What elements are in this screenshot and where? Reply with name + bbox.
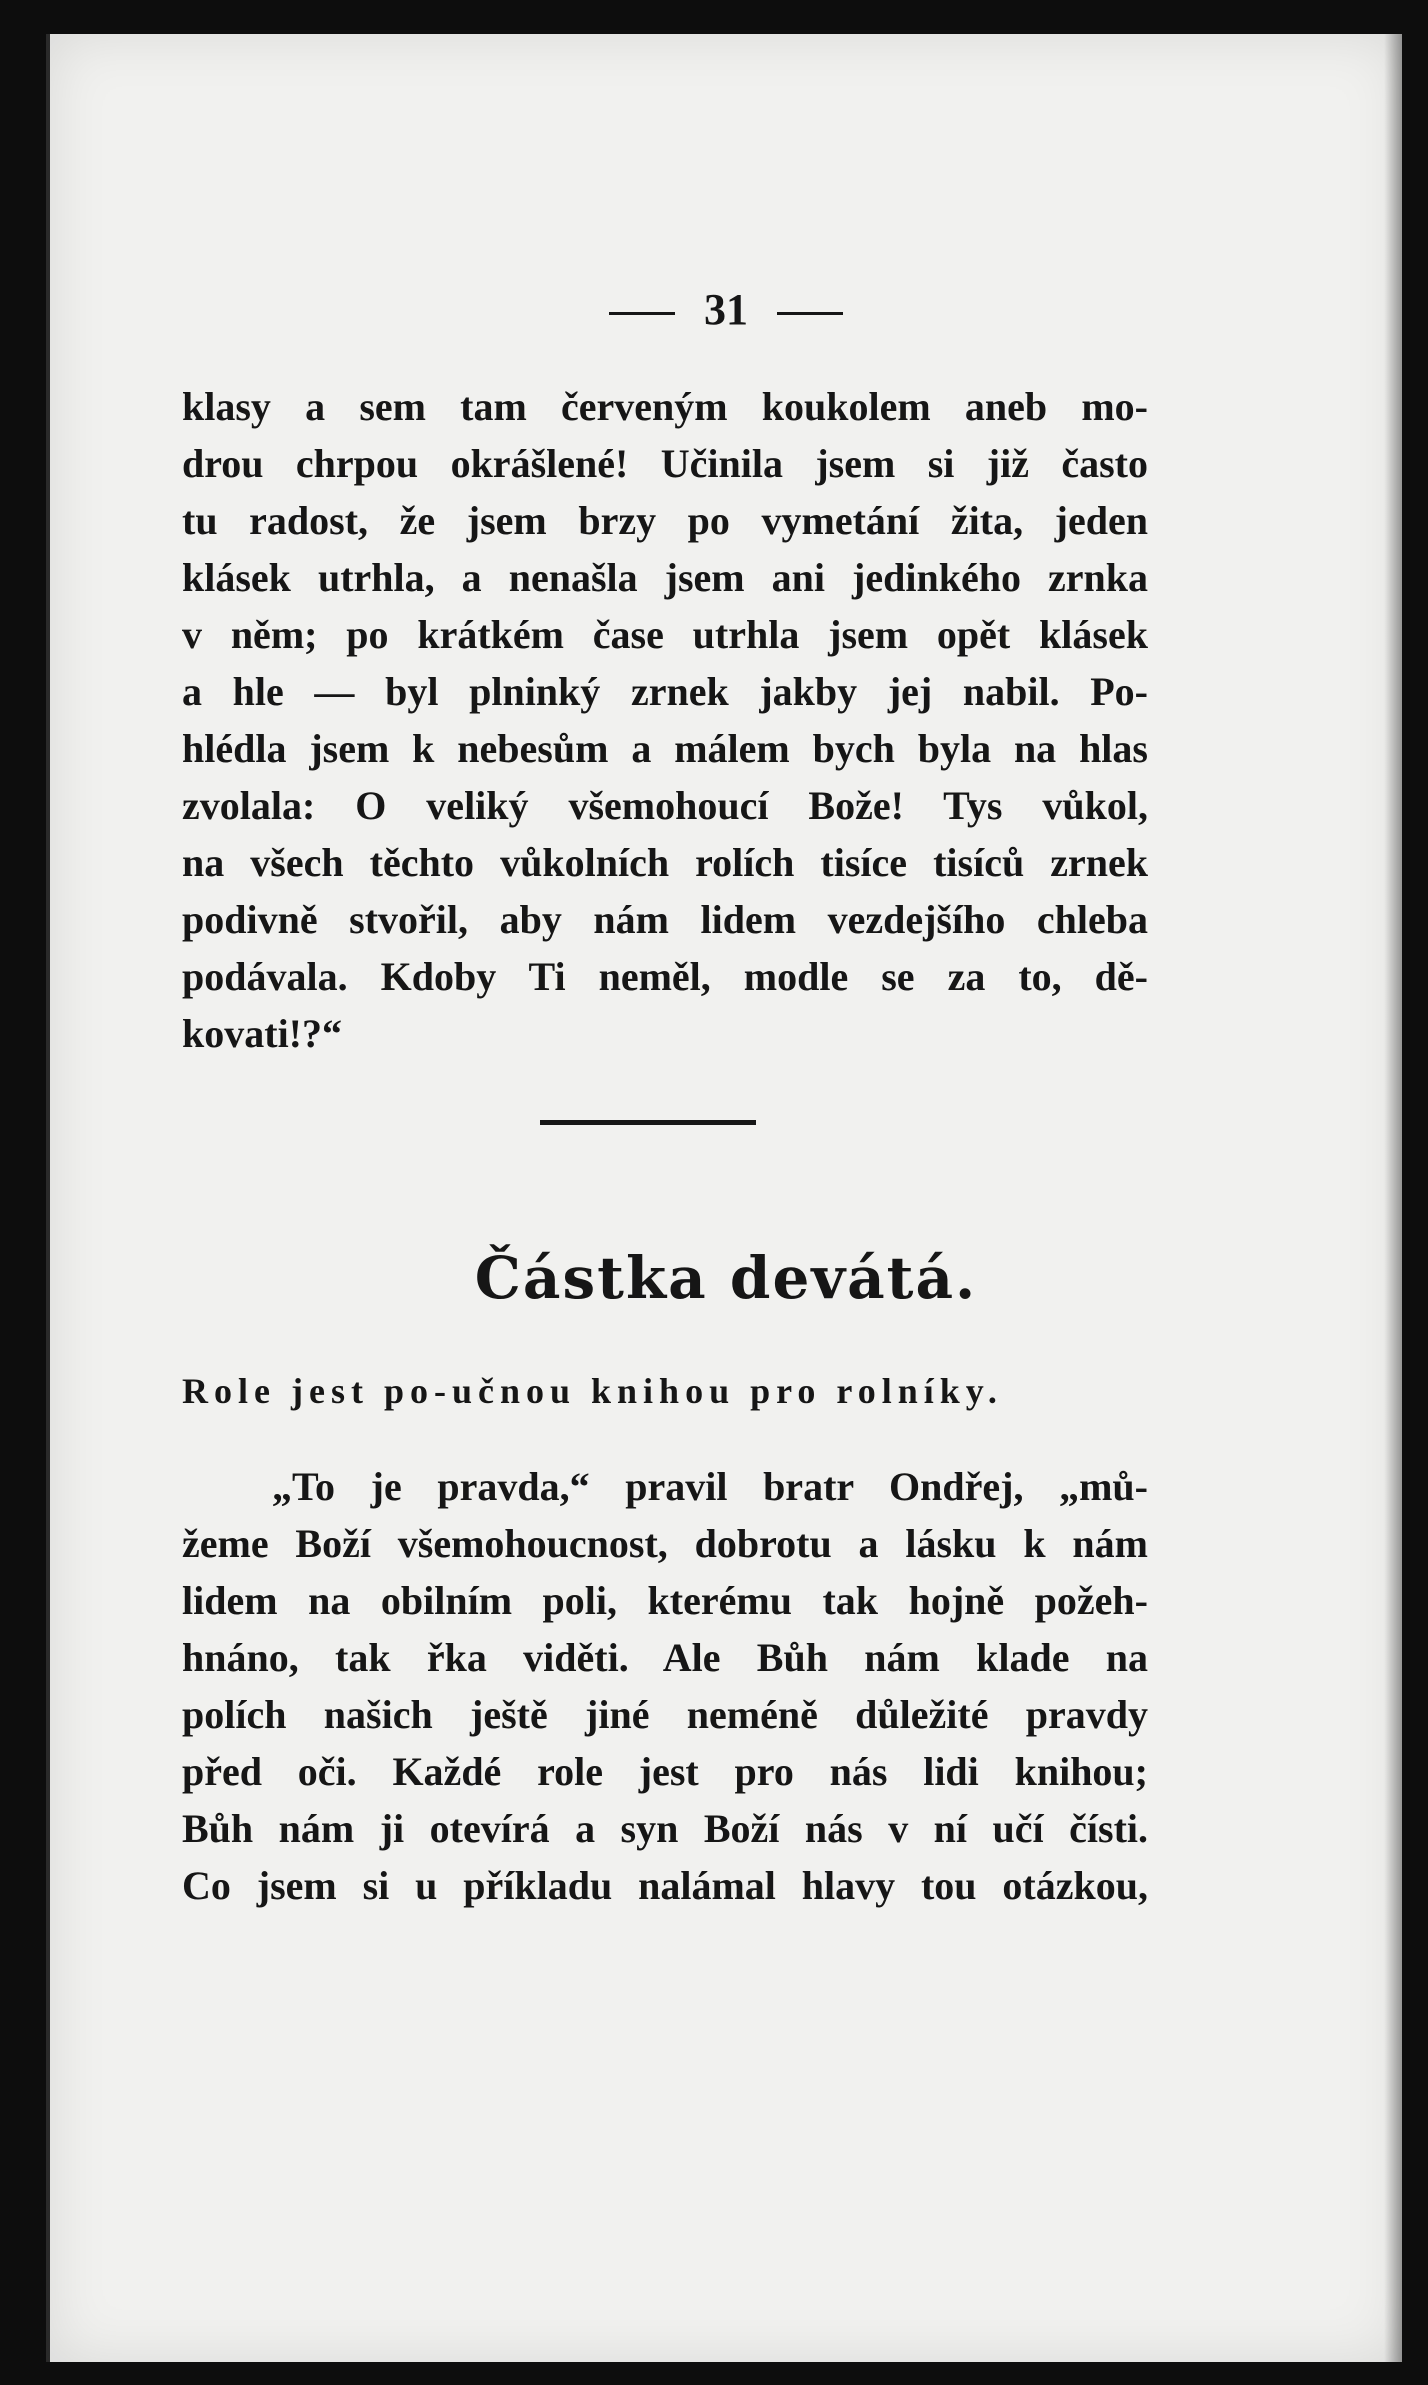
text-line: a hle — byl plninký zrnek jakby jej nabil. Po- bbox=[182, 669, 1148, 714]
section-heading: Částka devátá. bbox=[474, 1244, 978, 1312]
text-line: polích našich ještě jiné neméně důležité pravdy bbox=[182, 1692, 1148, 1737]
text-line: lidem na obilním poli, kterému tak hojně požeh- bbox=[182, 1578, 1148, 1623]
text-line: v něm; po krátkém čase utrhla jsem opět klásek bbox=[182, 612, 1148, 657]
page-header bbox=[50, 284, 1402, 335]
page-number: 31 bbox=[704, 285, 748, 334]
text-line: tu radost, že jsem brzy po vymetání žita, jeden bbox=[182, 498, 1148, 543]
book-page bbox=[46, 34, 1402, 2362]
text-line: podivně stvořil, aby nám lidem vezdejšího chleba bbox=[182, 897, 1148, 942]
text-line: hnáno, tak řka viděti. Ale Bůh nám klade na bbox=[182, 1635, 1148, 1680]
section-divider bbox=[540, 1120, 756, 1125]
text-line: klásek utrhla, a nenašla jsem ani jedinkého zrnka bbox=[182, 555, 1148, 600]
header-dash-left bbox=[609, 312, 675, 315]
text-line: drou chrpou okrášlené! Učinila jsem si již často bbox=[182, 441, 1148, 486]
text-line: Bůh nám ji otevírá a syn Boží nás v ní učí čísti. bbox=[182, 1806, 1148, 1851]
paragraph-2 bbox=[182, 1458, 1148, 1914]
header-dash-right bbox=[777, 312, 843, 315]
page-edge-shadow bbox=[1384, 34, 1402, 2362]
text-line: Co jsem si u příkladu nalámal hlavy tou otázkou, bbox=[182, 1863, 1148, 1908]
text-line: žeme Boží všemohoucnost, dobrotu a lásku k nám bbox=[182, 1521, 1148, 1566]
paragraph-1 bbox=[182, 378, 1148, 1062]
text-line: podávala. Kdoby Ti neměl, modle se za to, dě- bbox=[182, 954, 1148, 999]
text-line: před oči. Každé role jest pro nás lidi knihou; bbox=[182, 1749, 1148, 1794]
section-subheading: Role jest po-učnou knihou pro rolníky. bbox=[182, 1371, 1003, 1411]
text-line: kovati!?“ bbox=[182, 1011, 342, 1056]
text-line: „To je pravda,“ pravil bratr Ondřej, „mů- bbox=[272, 1464, 1148, 1509]
text-line: klasy a sem tam červeným koukolem aneb mo- bbox=[182, 384, 1148, 429]
text-line: na všech těchto vůkolních rolích tisíce tisíců zrnek bbox=[182, 840, 1148, 885]
text-line: zvolala: O veliký všemohoucí Bože! Tys vůkol, bbox=[182, 783, 1148, 828]
text-line: hlédla jsem k nebesům a málem bych byla na hlas bbox=[182, 726, 1148, 771]
